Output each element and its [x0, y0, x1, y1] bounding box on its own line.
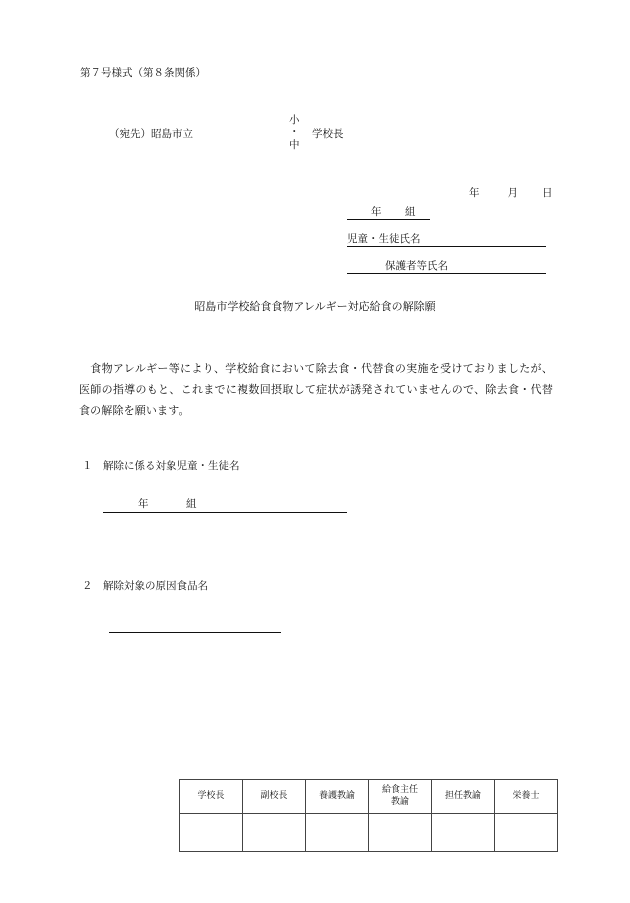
request-paragraph: 食物アレルギー等により、学校給食において除去食・代替食の実施を受けておりましたが、医師の指導のもと、これまでに複数回摂取して症状が誘発されていませんので、除去食・代替食の解除を願います。: [79, 362, 553, 417]
guardian-name-label: 保護者等氏名: [385, 260, 448, 272]
stamp-cell-nutritionist[interactable]: [495, 814, 558, 852]
stamp-header-school-nurse: 養護教諭: [306, 780, 369, 814]
stamp-cell-lunch-chief[interactable]: [369, 814, 432, 852]
section1-heading: １ 解除に係る対象児童・生徒名: [82, 460, 240, 472]
approval-stamp-table: [179, 779, 558, 852]
form-number: 第７号様式（第８条関係）: [80, 67, 206, 79]
principal-label: 学校長: [312, 128, 344, 140]
stamp-header-nutritionist: 栄養士: [495, 780, 558, 814]
stamp-cell-vice-principal[interactable]: [243, 814, 306, 852]
stamp-cell-homeroom-teacher[interactable]: [432, 814, 495, 852]
date-day-label: 日: [542, 187, 553, 199]
stamp-cell-principal[interactable]: [180, 814, 243, 852]
section2-heading: ２ 解除対象の原因食品名: [82, 580, 208, 592]
school-type-elementary: 小: [289, 114, 300, 126]
date-year-label: 年: [469, 187, 480, 199]
section1-grade-label: 年: [138, 498, 149, 510]
section1-class-label: 組: [186, 498, 197, 510]
date-month-label: 月: [507, 187, 518, 199]
guardian-name-field[interactable]: [347, 260, 546, 274]
stamp-cell-school-nurse[interactable]: [306, 814, 369, 852]
school-type-separator: ・: [289, 126, 300, 138]
addressee-prefix: （宛先）昭島市立: [109, 128, 193, 140]
applicant-class-label: 組: [405, 206, 416, 218]
school-type-junior-high: 中: [289, 139, 300, 151]
student-name-field[interactable]: [347, 233, 546, 247]
section1-grade-class-field[interactable]: [103, 498, 347, 513]
stamp-header-principal: 学校長: [180, 780, 243, 814]
stamp-header-lunch-chief: 給食主任 教諭: [369, 780, 432, 814]
section2-food-name-field[interactable]: [109, 618, 281, 633]
date-line: [469, 187, 553, 200]
stamp-header-homeroom-teacher: 担任教諭: [432, 780, 495, 814]
document-title: 昭島市学校給食食物アレルギー対応給食の解除願: [194, 300, 436, 313]
request-body: [79, 358, 553, 421]
applicant-grade-class-field[interactable]: [347, 206, 430, 220]
stamp-header-vice-principal: 副校長: [243, 780, 306, 814]
applicant-grade-label: 年: [371, 206, 382, 218]
student-name-label: 児童・生徒氏名: [347, 233, 421, 245]
